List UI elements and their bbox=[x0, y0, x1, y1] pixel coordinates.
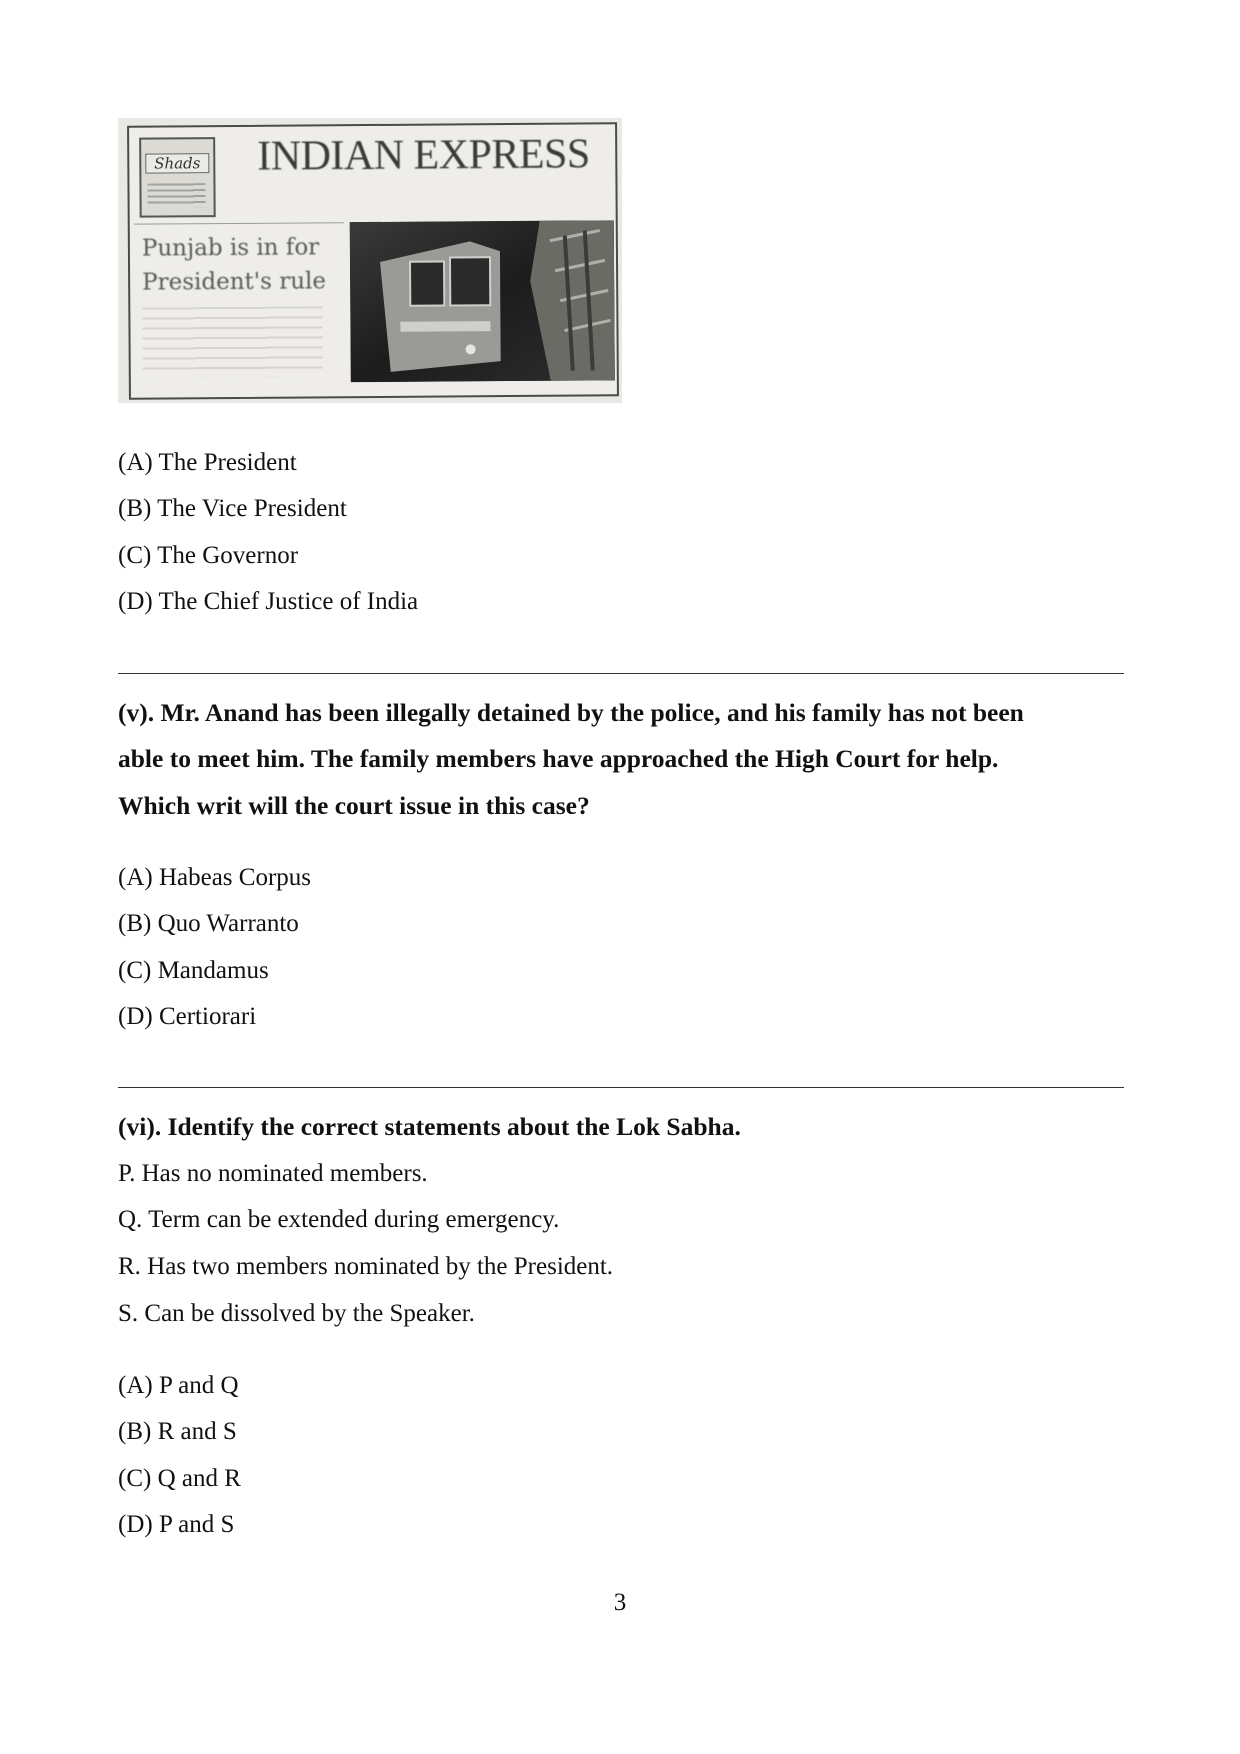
page-number: 3 bbox=[613, 1589, 627, 1616]
section-divider bbox=[118, 673, 1124, 674]
question-vi-stem: (vi). Identify the correct statements about the Lok Sabha. bbox=[118, 1112, 741, 1141]
question-vi-option-c: (C) Q and R bbox=[118, 1465, 241, 1492]
newspaper-masthead: INDIAN EXPRESS bbox=[257, 131, 590, 180]
question-vi-statement-q: Q. Term can be extended during emergency. bbox=[118, 1206, 560, 1233]
question-v-option-a: (A) Habeas Corpus bbox=[118, 864, 312, 891]
newspaper-headline bbox=[142, 230, 332, 299]
question-v-option-d: (D) Certiorari bbox=[118, 1003, 257, 1030]
clipping-divider bbox=[134, 222, 344, 224]
question-vi-statement-s: S. Can be dissolved by the Speaker. bbox=[118, 1300, 475, 1327]
newspaper-photo-bus bbox=[350, 220, 615, 382]
question-iv-option-a: (A) The President bbox=[118, 449, 297, 476]
question-vi-statement-p: P. Has no nominated members. bbox=[118, 1160, 428, 1187]
newspaper-logo bbox=[139, 137, 216, 218]
question-vi-statement-r: R. Has two members nominated by the President. bbox=[118, 1253, 614, 1280]
newspaper-headline-line-1: Punjab is in for bbox=[141, 234, 320, 262]
question-v-stem-line-2: able to meet him. The family members have approached the High Court for help. bbox=[118, 744, 999, 773]
newspaper-logo-fine-print bbox=[147, 183, 205, 207]
newspaper-headline-line-2: President's rule bbox=[142, 268, 327, 296]
question-iv-option-d: (D) The Chief Justice of India bbox=[118, 588, 419, 615]
question-v-option-c: (C) Mandamus bbox=[118, 957, 269, 984]
question-v-stem-line-1: (v). Mr. Anand has been illegally detained by the police, and his family has not been bbox=[118, 698, 1024, 727]
question-v-stem-line-3: Which writ will the court issue in this case? bbox=[118, 791, 590, 820]
question-vi-option-a: (A) P and Q bbox=[118, 1372, 239, 1399]
newspaper-clipping-image bbox=[118, 118, 622, 403]
question-vi-option-b: (B) R and S bbox=[118, 1418, 237, 1445]
clipping-frame bbox=[127, 122, 619, 399]
question-vi-option-d: (D) P and S bbox=[118, 1511, 235, 1538]
question-iv-option-c: (C) The Governor bbox=[118, 542, 299, 569]
question-iv-option-b: (B) The Vice President bbox=[118, 495, 347, 522]
question-v-option-b: (B) Quo Warranto bbox=[118, 910, 299, 937]
bus-photo-graphic bbox=[350, 220, 615, 382]
newspaper-body-text bbox=[142, 306, 322, 377]
newspaper-logo-text: Shads bbox=[145, 153, 209, 173]
section-divider bbox=[118, 1087, 1124, 1088]
